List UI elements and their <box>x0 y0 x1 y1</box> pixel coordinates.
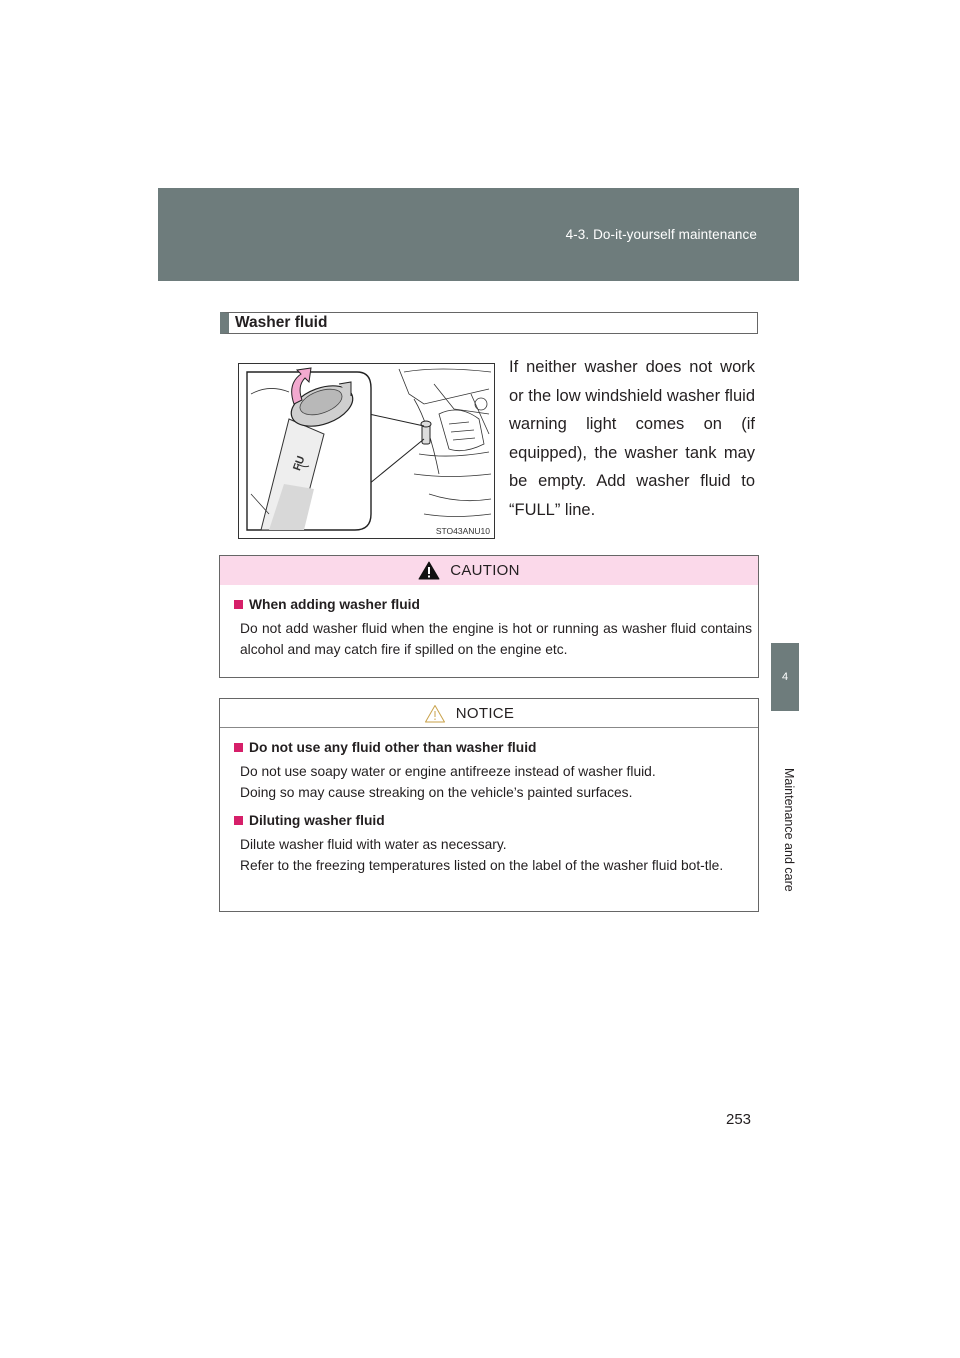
cap-label: FU <box>291 454 308 473</box>
section-title: Washer fluid <box>220 312 758 334</box>
bullet-square-icon <box>234 816 243 825</box>
header-band <box>158 188 799 281</box>
page-number: 253 <box>726 1111 752 1128</box>
bullet-square-icon <box>234 600 243 609</box>
notice-item-text: Dilute washer fluid with water as necessary. <box>240 837 507 852</box>
chapter-tab-number: 4 <box>771 643 799 711</box>
caution-box <box>219 555 759 678</box>
notice-item-text: Doing so may cause streaking on the vehicle’s painted surfaces. <box>240 784 633 800</box>
chapter-tab-label: Maintenance and care <box>782 768 796 892</box>
caution-item <box>234 597 752 660</box>
caution-header <box>220 556 758 585</box>
header-section-title: 4-3. Do-it-yourself maintenance <box>565 227 757 242</box>
washer-tank-illustration <box>238 363 495 539</box>
notice-heading: NOTICE <box>455 704 515 722</box>
bullet-square-icon <box>234 743 243 752</box>
caution-heading: CAUTION <box>450 562 520 579</box>
notice-item-title: Do not use any fluid other than washer fluid <box>249 740 537 755</box>
notice-item <box>234 740 752 803</box>
body-text: If neither washer does not work or the low windshield washer fluid warning light comes on (if equipped), the washer tank may be empty. Add washer fluid to “FULL” line. <box>509 358 755 519</box>
notice-triangle-icon <box>424 704 446 723</box>
notice-header <box>220 699 758 728</box>
notice-item-title: Diluting washer fluid <box>249 813 385 828</box>
notice-item <box>234 813 752 876</box>
caution-item-text: Do not add washer fluid when the engine is hot or running as washer fluid contains alcohol and may catch fire if spilled on the engine etc. <box>240 621 752 657</box>
notice-item-text: Refer to the freezing temperatures listed on the label of the washer fluid bot-tle. <box>240 857 724 873</box>
washer-tank-drawing <box>239 364 494 538</box>
notice-box <box>219 698 759 912</box>
notice-item-text: Do not use soapy water or engine antifreeze instead of washer fluid. <box>240 764 656 779</box>
illustration-code: STO43ANU10 <box>435 526 490 536</box>
caution-item-title: When adding washer fluid <box>249 597 420 612</box>
warning-triangle-icon <box>418 561 440 580</box>
